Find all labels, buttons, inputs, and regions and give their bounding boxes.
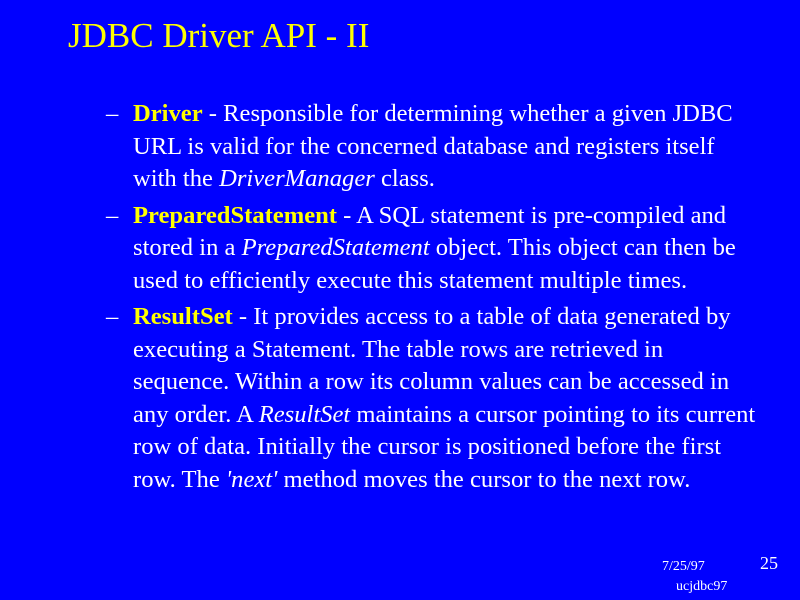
term-resultset: ResultSet [133,303,233,330]
bullet-item-resultset [106,301,756,496]
dash-bullet: – [106,100,119,127]
footer-date: 7/25/97 [662,559,705,574]
footer-author: ucjdbc97 [676,579,728,594]
bullet-item-driver [106,98,756,196]
term-driver: Driver [133,100,203,127]
preparedstatement-text-2: object. This object can then be used to efficiently execute this statement multiple times. [133,234,736,294]
driver-manager-italic: DriverManager [219,165,375,192]
driver-text-2: class. [374,165,435,192]
dash-bullet: – [106,303,119,330]
bullet-list [106,98,756,500]
slide-title: JDBC Driver API - II [68,16,370,55]
dash-bullet: – [106,201,119,229]
page-number: 25 [760,553,778,573]
term-preparedstatement: PreparedStatement [133,201,337,229]
bullet-item-preparedstatement [106,200,756,298]
preparedstatement-italic: PreparedStatement [241,234,430,261]
preparedstatement-text-1: - A SQL statement is pre-compiled and stored in a [133,201,727,261]
next-method-italic: 'next' [225,465,278,493]
driver-text-1: - Responsible for determining whether a given JDBC URL is valid for the concerned database and registers itself with the [133,100,733,192]
resultset-italic: ResultSet [258,400,351,428]
resultset-text-1: - It provides access to a table of data generated by executing a Statement. The table rows are retrieved in sequence. Within a row its column values can be accessed in any order. A [133,303,731,428]
resultset-text-3: method moves the cursor to the next row. [277,465,691,493]
resultset-text-2: maintains a cursor pointing to its current row of data. Initially the cursor is positioned before the first row. The [133,400,756,493]
